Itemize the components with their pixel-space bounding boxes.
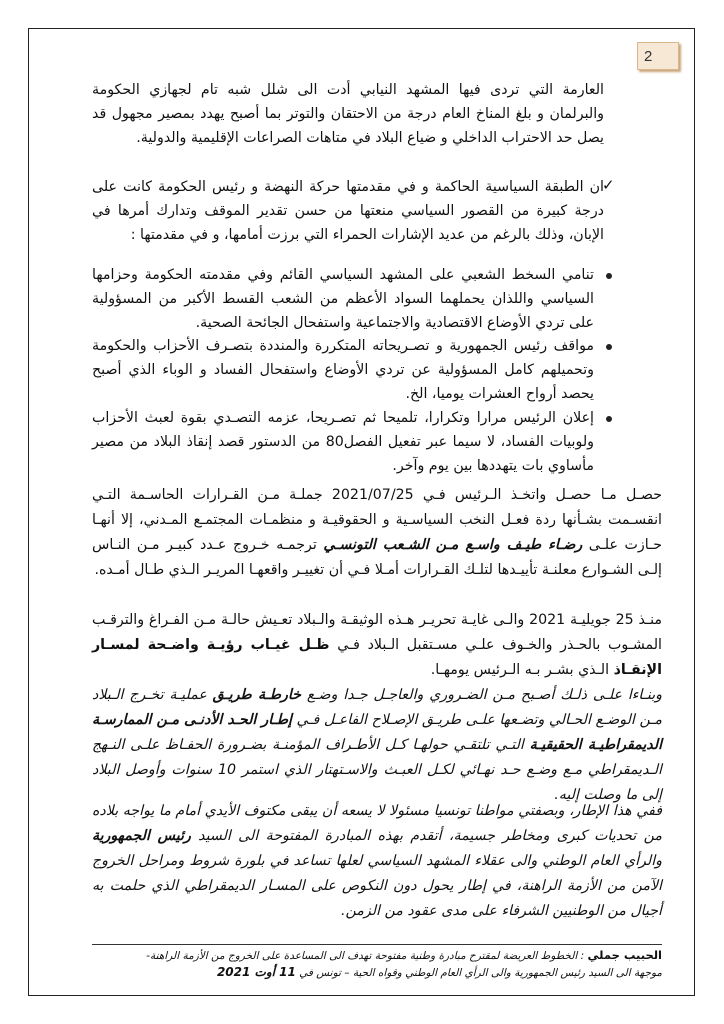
- initiative-paragraph: [92, 799, 662, 924]
- waiting-paragraph: [92, 608, 662, 683]
- text-run: وبنـاءا علـى ذلـك أصـبح مـن الضـروري والعاجـل جـدا وضـع: [301, 687, 662, 703]
- page-number: 2: [637, 42, 679, 70]
- text-run: عمليـة تخـرج الـبلاد مـن الوضـع الحـالي وتضـعها علـى طريـق الإصـلاح الفاعـل فـي: [92, 687, 663, 728]
- checked-point-paragraph: ان الطبقة السياسية الحاكمة و في مقدمتها حركة النهضة و رئيس الحكومة كانت على درجة كبيرة من القصور السياسي منعتها من حسن تقدير الموقف وتدارك أمرها في الإبان، وذلك بالرغم من عديد الإشارات الحمراء التي برزت أمامها، و في مقدمتها :: [92, 179, 604, 243]
- decisions-paragraph: [92, 483, 662, 583]
- footer-line-1: [92, 947, 662, 964]
- bullet-icon: [606, 273, 612, 279]
- page-footer: [92, 947, 662, 981]
- text-run: والرأي العام الوطني والى عقلاء المشهد السياسي لعلها تساعد في بلورة شروط ومراحل الخروج الآمن من الأزمة الراهنة، في إطار يحول دون النكوص على المسـار الديمقراطي الذي حلمت به أجيال من الوطنيين الشرفاء على مدى عقود من الزمن.: [92, 853, 662, 919]
- footer-line-2: [92, 964, 662, 981]
- text-run: التـي تلتقـي حولهـا كـل الأطـراف المؤمنـة بضـرورة الحفـاظ علـى النـهج الـديمقراطي مـع وضـع حـد نهـائي لكـل العبـث والاسـتهتار الذي استمر 10 سنوات وأوصل البلاد إلى ما وصلت إليه.: [92, 737, 662, 803]
- bullet-item: إعلان الرئيس مرارا وتكرارا، تلميحا ثم تصـريحا، عزمه التصـدي بقوة لعبث الأحزاب ولوبيات الفساد، لا سيما عبر تفعيل الفصل80 من الدستور قصد إنقاذ البلاد من مصير مأساوي بات يتهددها بين يوم وآخر.: [92, 410, 594, 474]
- footer-author: الحبيب جملي: [587, 948, 662, 962]
- emphasis-text: ظـل غيـاب رؤيـة واضـحة لمسـار الإنقـاذ: [92, 637, 662, 678]
- checkmark-icon: ✓: [602, 176, 615, 194]
- text-run: منـذ 25 جويليـة 2021 والـى غايـة تحريـر هـذه الوثيقـة والـبلاد تعـيش حالـة مـن الفـراغ والترقـب المشـوب بالحـذر والخـوف علـي مسـتقبل الـبلاد فـي: [92, 612, 662, 653]
- emphasis-text: رضـاء طيـف واسـع مـن الشـعب التونسـي: [323, 537, 583, 553]
- text-run: حصـل مـا حصـل واتخـذ الـرئيس فـي 2021/07/25 جملـة مـن القـرارات الحاسـمة التـي انقسـمت بشـأنها ردة فعـل النخب السياسـية و الحقوقيـة و منظمـات المجتمـع المـدني، إلا أنهـا حـازت علـى: [92, 487, 662, 553]
- emphasis-text: رئيس الجمهورية: [92, 828, 191, 844]
- emphasis-text: خارطـة طريـق: [212, 687, 301, 703]
- footer-subtitle: موجهة الى السيد رئيس الجمهورية والى الرأي العام الوطني وقواه الحية – تونس في: [295, 967, 662, 979]
- continuation-paragraph: العارمة التي تردى فيها المشهد النيابي أدت الى شلل شبه تام لجهازي الحكومة والبرلمان و بلغ المناخ العام درجة من الاحتقان والتوتر بما أصبح يهدد بمصير مجهول قد يصل حد الاحتراب الداخلي و ضياع البلاد في متاهات الصراعات الإقليمية والدولية.: [92, 82, 604, 146]
- bullet-icon: [606, 416, 612, 422]
- bullet-item: تنامي السخط الشعبي على المشهد السياسي القائم وفي مقدمته الحكومة وحزامها السياسي واللذان يحملهما السواد الأعظم من الشعب القسط الأكبر من المسؤولية على تردي الأوضاع الاقتصادية والاجتماعية واستفحال الجائحة الصحية.: [92, 267, 594, 331]
- footer-date: 11 أوت 2021: [216, 965, 296, 979]
- footer-title: : الخطوط العريضة لمقترح مبادرة وطنية مفتوحة تهدف الى المساعدة على الخروج من الأزمة الراهنة-: [146, 950, 588, 962]
- text-run: ففي هذا الإطار، وبصفتي مواطنا تونسيا مسئولا لا يسعه أن يبقى مكتوف الأيدي أمام ما يواجه بلاده من تحديات كبرى ومخاطر جسيمة، أتقدم بهذه المبادرة المفتوحة الى السيد: [92, 803, 662, 844]
- text-run: الـذي بشـر بـه الـرئيس يومهـا.: [430, 662, 614, 678]
- emphasis-text: إطـار الحـد الأدنـى مـن الممارسـة الديمقراطيـة الحقيقيـة: [92, 712, 663, 753]
- roadmap-paragraph: [92, 683, 662, 808]
- text-run: ترجمـه خـروج عـدد كبيـر مـن النـاس إلـى الشـوارع معلنـة تأييـدها لتلـك القـرارات أمـلا فـي أن تغييـر واقعهـا المريـر الـذي طـال أمـده.: [92, 537, 662, 578]
- bullet-item: مواقف رئيس الجمهورية و تصـريحاته المتكررة والمنددة بتصـرف الأحزاب والحكومة وتحميلهم كامل المسؤولية عن تردي الأوضاع واستفحال الفساد و الوباء الذي أصبح يحصد أرواح العشرات يوميا، الخ.: [92, 338, 594, 402]
- bullet-icon: [606, 344, 612, 350]
- footer-divider: [92, 944, 662, 945]
